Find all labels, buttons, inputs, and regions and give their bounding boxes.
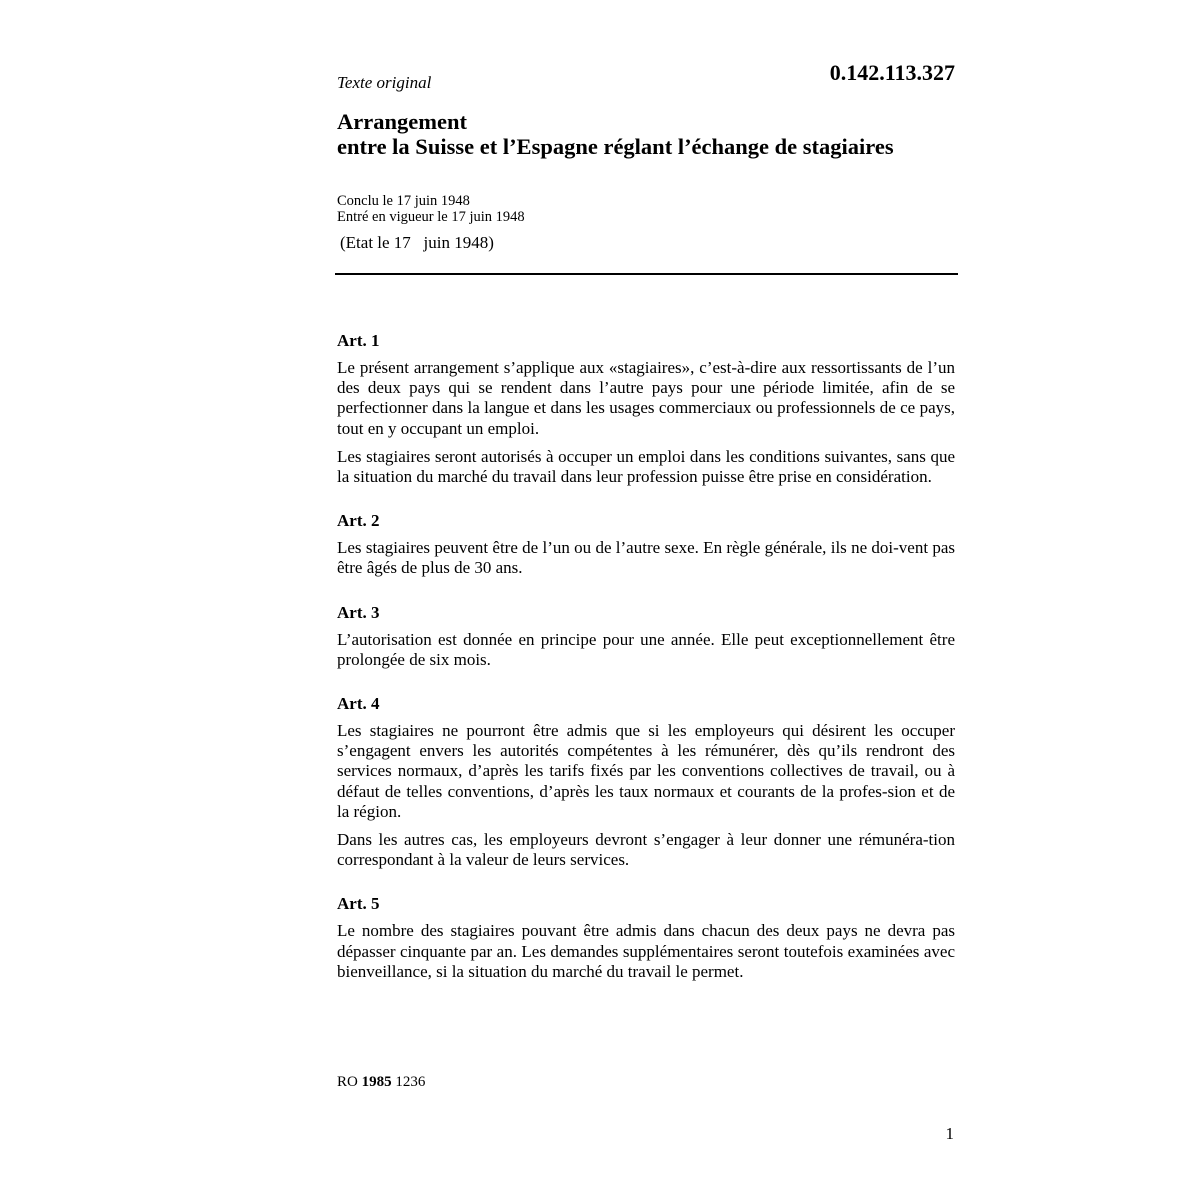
title-line-2: entre la Suisse et l’Espagne réglant l’échange de stagiaires <box>337 134 894 159</box>
document-title <box>337 109 894 159</box>
text-original-label: Texte original <box>337 73 432 92</box>
header-divider <box>335 273 958 275</box>
article-2 <box>337 511 955 578</box>
article-heading: Art. 5 <box>337 894 380 914</box>
article-1 <box>337 331 955 487</box>
ro-year: 1985 <box>361 1074 392 1090</box>
article-heading: Art. 2 <box>337 511 380 531</box>
article-paragraph: L’autorisation est donnée en principe pour une année. Elle peut exceptionnellement être prolongée de six mois. <box>337 629 955 669</box>
article-4 <box>337 694 955 870</box>
concluded-date: Conclu le 17 juin 1948 <box>337 193 470 209</box>
status-date: (Etat le 17 juin 1948) <box>340 233 494 252</box>
article-heading: Art. 3 <box>337 602 380 622</box>
in-force-date: Entré en vigueur le 17 juin 1948 <box>337 209 525 225</box>
title-line-1: Arrangement <box>337 109 467 134</box>
article-paragraph: Les stagiaires seront autorisés à occuper un emploi dans les conditions suivantes, sans que la situation du marché du travail dans leur profession puisse être prise en considération. <box>337 446 955 487</box>
ro-page: 1236 <box>395 1074 426 1090</box>
article-5 <box>337 894 955 982</box>
article-paragraph: Les stagiaires peuvent être de l’un ou de l’autre sexe. En règle générale, ils ne doi-vent pas être âgés de plus de 30 ans. <box>337 538 955 578</box>
article-heading: Art. 1 <box>337 331 380 350</box>
dates-block <box>337 193 525 225</box>
article-paragraph: Les stagiaires ne pourront être admis que si les employeurs qui désirent les occuper s’engagent envers les autorités compétentes à les rémunérer, dès qu’ils rendront des services normaux, d’après les tarifs fixés par les conventions collectives de travail, ou à défaut de telles conventions, d’après les taux normaux et courants de la profes-sion et de la région. <box>337 721 955 821</box>
sr-number: 0.142.113.327 <box>829 60 955 85</box>
article-paragraph: Le nombre des stagiaires pouvant être admis dans chacun des deux pays ne devra pas dépasser cinquante par an. Les demandes supplémentaires seront toutefois examinées avec bienveillance, si la situation du marché du travail le permet. <box>337 921 955 981</box>
article-paragraph: Dans les autres cas, les employeurs devront s’engager à leur donner une rémunéra-tion correspondant à la valeur de leurs services. <box>337 830 955 870</box>
ro-prefix: RO <box>337 1074 358 1090</box>
articles-container <box>337 331 955 990</box>
ro-reference <box>337 1074 425 1091</box>
article-paragraph: Le présent arrangement s’applique aux «stagiaires», c’est-à-dire aux ressortissants de l’un des deux pays qui se rendent dans l’autre pays pour une période limitée, afin de se perfectionner dans la langue et dans les usages commerciaux ou professionnels de ce pays, tout en y occupant un emploi. <box>337 358 955 438</box>
article-heading: Art. 4 <box>337 694 380 714</box>
page-number: 1 <box>945 1124 954 1143</box>
article-3 <box>337 603 955 670</box>
